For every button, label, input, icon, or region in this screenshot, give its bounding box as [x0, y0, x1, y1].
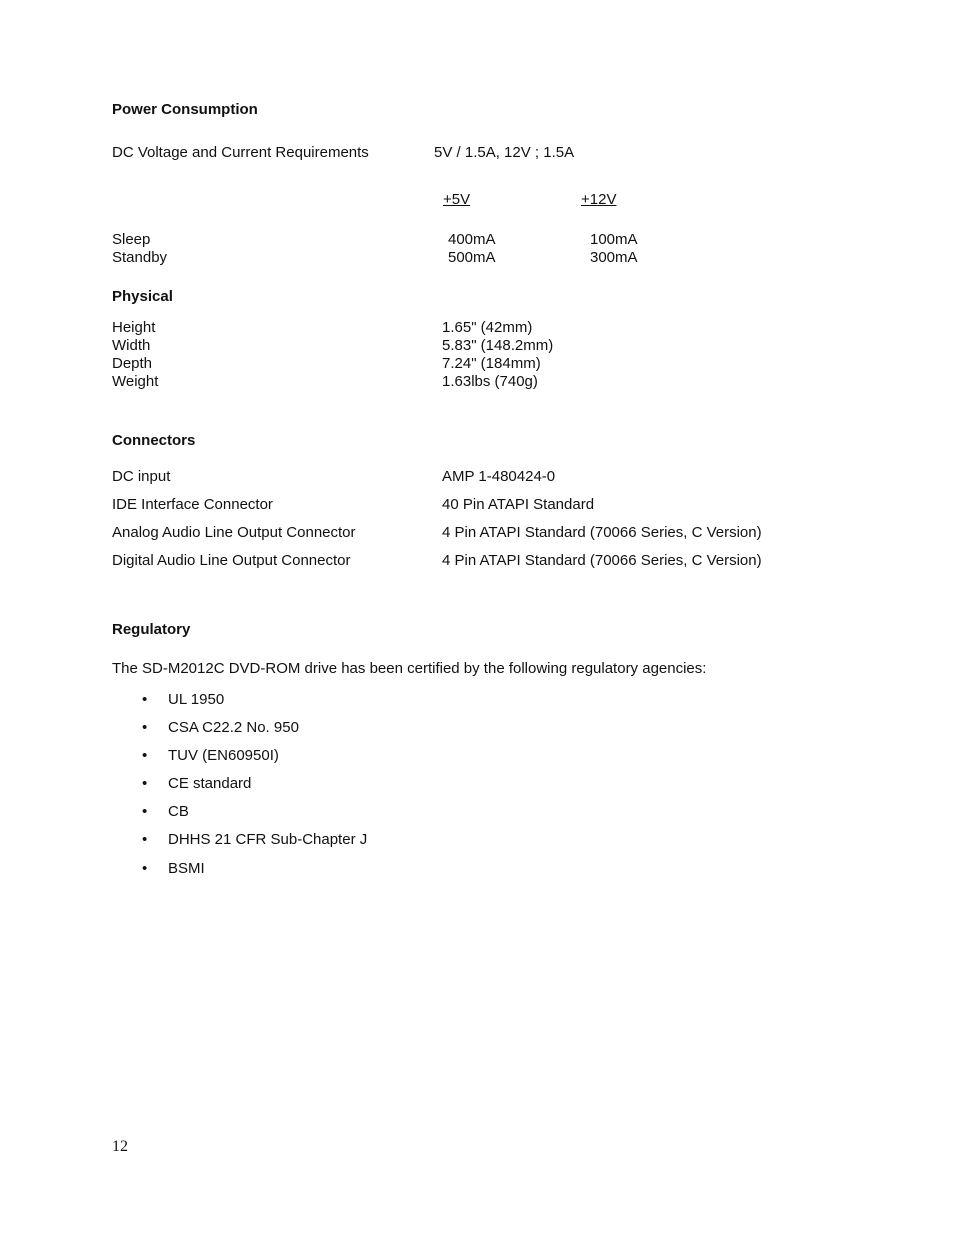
physical-row-value: 7.24" (184mm): [442, 355, 541, 372]
col-header-5v: +5V: [443, 191, 471, 208]
power-row-12v: 300mA: [590, 249, 638, 266]
power-row-label: Sleep: [112, 231, 151, 248]
regulatory-item: CSA C22.2 No. 950: [168, 719, 299, 736]
regulatory-item: UL 1950: [168, 691, 225, 708]
col-header-12v: +12V: [581, 191, 617, 208]
physical-row-label: Weight: [112, 373, 159, 390]
bullet-marker: •: [142, 719, 148, 736]
regulatory-item: DHHS 21 CFR Sub-Chapter J: [168, 831, 368, 848]
power-row-5v: 400mA: [448, 231, 496, 248]
connector-row-label: IDE Interface Connector: [112, 496, 273, 513]
physical-row-label: Height: [112, 319, 156, 336]
physical-row-label: Depth: [112, 355, 153, 372]
physical-row-value: 5.83" (148.2mm): [442, 337, 554, 354]
power-consumption-heading: Power Consumption: [112, 101, 258, 118]
physical-row-label: Width: [112, 337, 151, 354]
regulatory-item: TUV (EN60950I): [168, 747, 279, 764]
connector-row-value: 4 Pin ATAPI Standard (70066 Series, C Version): [442, 524, 762, 541]
regulatory-item: CE standard: [168, 775, 252, 792]
page-number: 12: [112, 1138, 128, 1155]
power-row-12v: 100mA: [590, 231, 638, 248]
connector-row-value: 40 Pin ATAPI Standard: [442, 496, 595, 513]
regulatory-item: BSMI: [168, 860, 205, 877]
bullet-marker: •: [142, 803, 148, 820]
physical-heading: Physical: [112, 288, 173, 305]
bullet-marker: •: [142, 691, 148, 708]
regulatory-intro: The SD-M2012C DVD-ROM drive has been certified by the following regulatory agencies:: [112, 660, 707, 677]
regulatory-item: CB: [168, 803, 189, 820]
bullet-marker: •: [142, 831, 148, 848]
connector-row-label: DC input: [112, 468, 171, 485]
physical-row-value: 1.65" (42mm): [442, 319, 533, 336]
connector-row-label: Analog Audio Line Output Connector: [112, 524, 356, 541]
bullet-marker: •: [142, 860, 148, 877]
connector-row-value: AMP 1-480424-0: [442, 468, 556, 485]
regulatory-heading: Regulatory: [112, 621, 191, 638]
dc-requirements-label: DC Voltage and Current Requirements: [112, 144, 369, 161]
power-row-label: Standby: [112, 249, 168, 266]
bullet-marker: •: [142, 747, 148, 764]
connector-row-value: 4 Pin ATAPI Standard (70066 Series, C Version): [442, 552, 762, 569]
physical-row-value: 1.63lbs (740g): [442, 373, 538, 390]
power-row-5v: 500mA: [448, 249, 496, 266]
dc-requirements-value: 5V / 1.5A, 12V ; 1.5A: [434, 144, 575, 161]
connector-row-label: Digital Audio Line Output Connector: [112, 552, 351, 569]
connectors-heading: Connectors: [112, 432, 196, 449]
bullet-marker: •: [142, 775, 148, 792]
